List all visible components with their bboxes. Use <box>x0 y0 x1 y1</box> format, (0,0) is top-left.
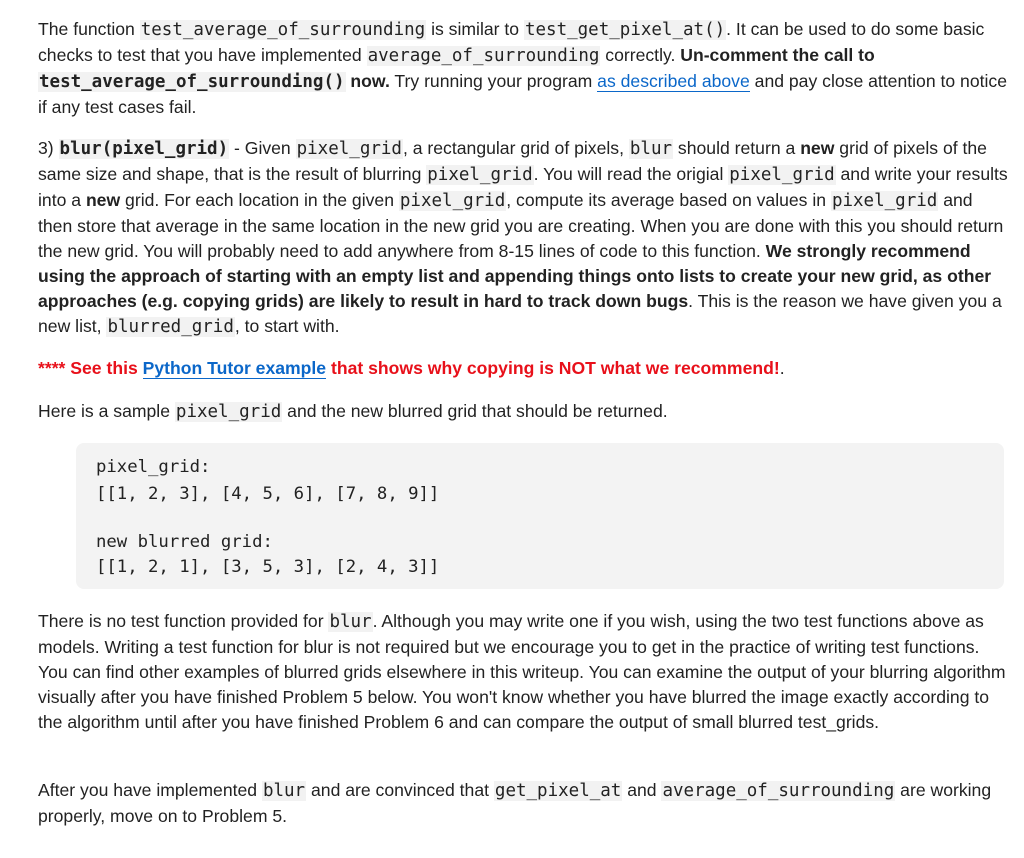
inline-code: pixel_grid <box>831 191 938 211</box>
inline-code: pixel_grid <box>427 165 533 185</box>
inline-code: get_pixel_at <box>494 781 622 801</box>
code-line: [[1, 2, 3], [4, 5, 6], [7, 8, 9]] <box>96 484 440 504</box>
warning-paragraph: **** See this Python Tutor example that shows why copying is NOT what we recommend!. <box>38 358 785 378</box>
inline-code: test_average_of_surrounding <box>140 20 426 40</box>
inline-code: pixel_grid <box>729 165 835 185</box>
recommendation-text: We strongly recommend using the approach of starting with an empty list and appending things onto lists to create your new grid, as other approaches (e.g. copying grids) are likely to result in hard to track down bugs <box>38 241 992 311</box>
inline-code: blurred_grid <box>107 317 234 337</box>
inline-code: blur <box>329 612 372 632</box>
inline-code: pixel_grid <box>296 139 402 159</box>
inline-code: pixel_grid <box>399 191 506 211</box>
code-line: new blurred grid: <box>96 532 273 552</box>
closing-paragraph: After you have implemented blur and are convinced that get_pixel_at and average_of_surrounding are working properly, move on to Problem 5. <box>38 780 992 826</box>
as-described-above-link[interactable]: as described above <box>597 71 750 91</box>
inline-code: average_of_surrounding <box>662 781 895 801</box>
blur-description-paragraph: 3) blur(pixel_grid) - Given pixel_grid, a rectangular grid of pixels, blur should return a new grid of pixels of the same size and shape, that is the result of blurring pixel_grid. You will read the origial pixel_grid and write your results into a new grid. For each location in the given pixel_grid, compute its average based on values in pixel_grid and then store that average in the same location in the new grid you are creating. When you are done with this you should return the new grid. You will probably need to add anywhere from 8-15 lines of code to this function. We strongly recommend using the approach of starting with an empty list and appending things onto lists to create your new grid, as other approaches (e.g. copying grids) are likely to result in hard to track down bugs. This is the reason we have given you a new list, blurred_grid, to start with. <box>38 138 1008 337</box>
no-test-paragraph: There is no test function provided for blur. Although you may write one if you wish, using the two test functions above as models. Writing a test function for blur is not required but we encourage you to get in the practice of writing test functions. You can find other examples of blurred grids elsewhere in this writeup. You can examine the output of your blurring algorithm visually after you have finished Problem 5 below. You won't know whether you have blurred the image exactly according to the algorithm until after you have finished Problem 6 and can compare the output of small blurred test_grids. <box>38 611 1006 732</box>
code-line: [[1, 2, 1], [3, 5, 3], [2, 4, 3]] <box>96 557 440 577</box>
code-line: pixel_grid: <box>96 457 211 477</box>
python-tutor-link[interactable]: Python Tutor example <box>142 358 327 378</box>
sample-code-block <box>76 443 1004 589</box>
inline-code: blur <box>262 781 306 801</box>
inline-code: test_get_pixel_at() <box>524 20 726 40</box>
uncomment-instruction: Un-comment the call to test_average_of_surrounding() now. <box>39 45 875 92</box>
intro-paragraph: The function test_average_of_surrounding is similar to test_get_pixel_at(). It can be used to do some basic checks to test that you have implemented average_of_surrounding correctly. Un-comment the call to test_average_of_surrounding() now. Try running your program as described above and pay close attention to notice if any test cases fail. <box>38 19 1008 117</box>
sample-intro-paragraph: Here is a sample pixel_grid and the new blurred grid that should be returned. <box>38 401 668 422</box>
inline-code: blur <box>629 139 673 159</box>
inline-code: average_of_surrounding <box>367 46 600 66</box>
inline-code: pixel_grid <box>175 402 282 422</box>
blur-signature: blur(pixel_grid) <box>59 139 229 159</box>
